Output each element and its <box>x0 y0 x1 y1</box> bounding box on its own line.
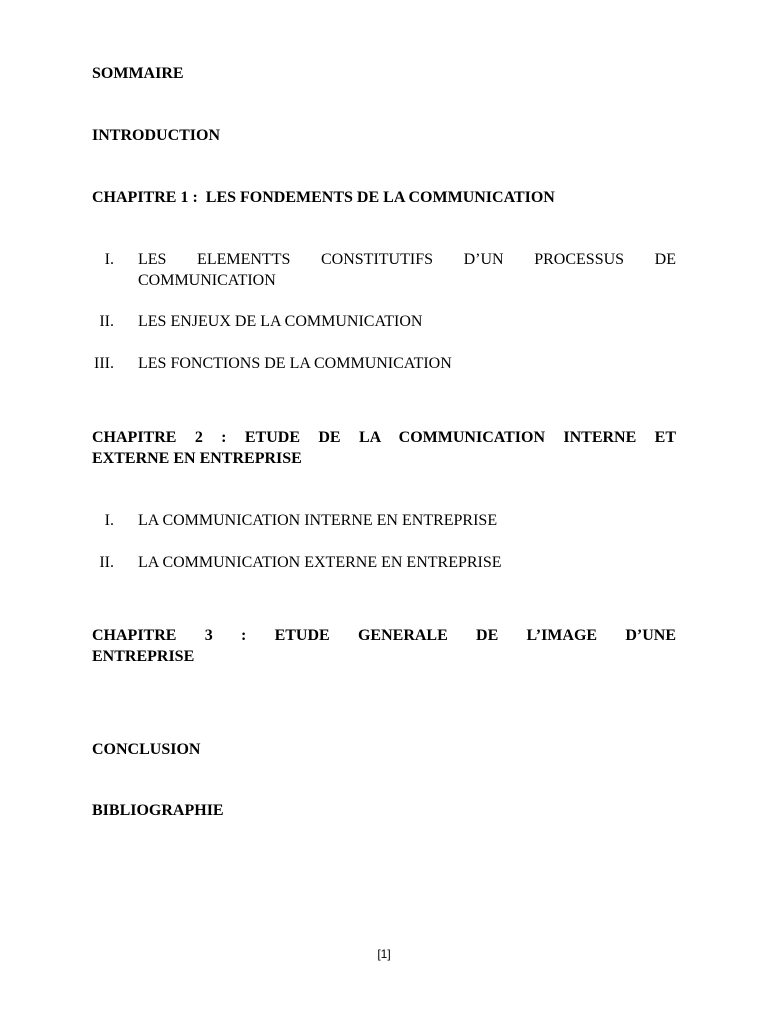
heading-chapitre-1: CHAPITRE 1 : LES FONDEMENTS DE LA COMMUNICATION <box>92 189 555 206</box>
heading-chapitre-3-line-1: CHAPITRE 3 : ETUDE GENERALE DE L’IMAGE D’UNE <box>92 627 676 644</box>
item-number: I. <box>104 251 114 268</box>
item-text: LES FONCTIONS DE LA COMMUNICATION <box>138 355 452 372</box>
heading-conclusion: CONCLUSION <box>92 741 201 758</box>
item-text-line-1: LES ELEMENTTS CONSTITUTIFS D’UN PROCESSUS DE <box>138 251 676 268</box>
heading-bibliographie: BIBLIOGRAPHIE <box>92 802 224 819</box>
item-text: LES ENJEUX DE LA COMMUNICATION <box>138 313 423 330</box>
heading-sommaire: SOMMAIRE <box>92 65 184 82</box>
heading-chapitre-2-line-1: CHAPITRE 2 : ETUDE DE LA COMMUNICATION INTERNE ET <box>92 429 676 446</box>
heading-introduction: INTRODUCTION <box>92 127 221 144</box>
heading-chapitre-3-line-2: ENTREPRISE <box>92 648 195 665</box>
item-number: II. <box>99 554 114 571</box>
item-number: II. <box>99 313 114 330</box>
item-text: LA COMMUNICATION INTERNE EN ENTREPRISE <box>138 512 498 529</box>
page-number: [1] <box>377 947 391 961</box>
item-number: I. <box>104 512 114 529</box>
item-text: LA COMMUNICATION EXTERNE EN ENTREPRISE <box>138 554 502 571</box>
item-text-line-2: COMMUNICATION <box>138 272 276 289</box>
item-text <box>138 249 676 291</box>
heading-chapitre-2-line-2: EXTERNE EN ENTREPRISE <box>92 450 302 467</box>
item-number: III. <box>94 355 114 372</box>
